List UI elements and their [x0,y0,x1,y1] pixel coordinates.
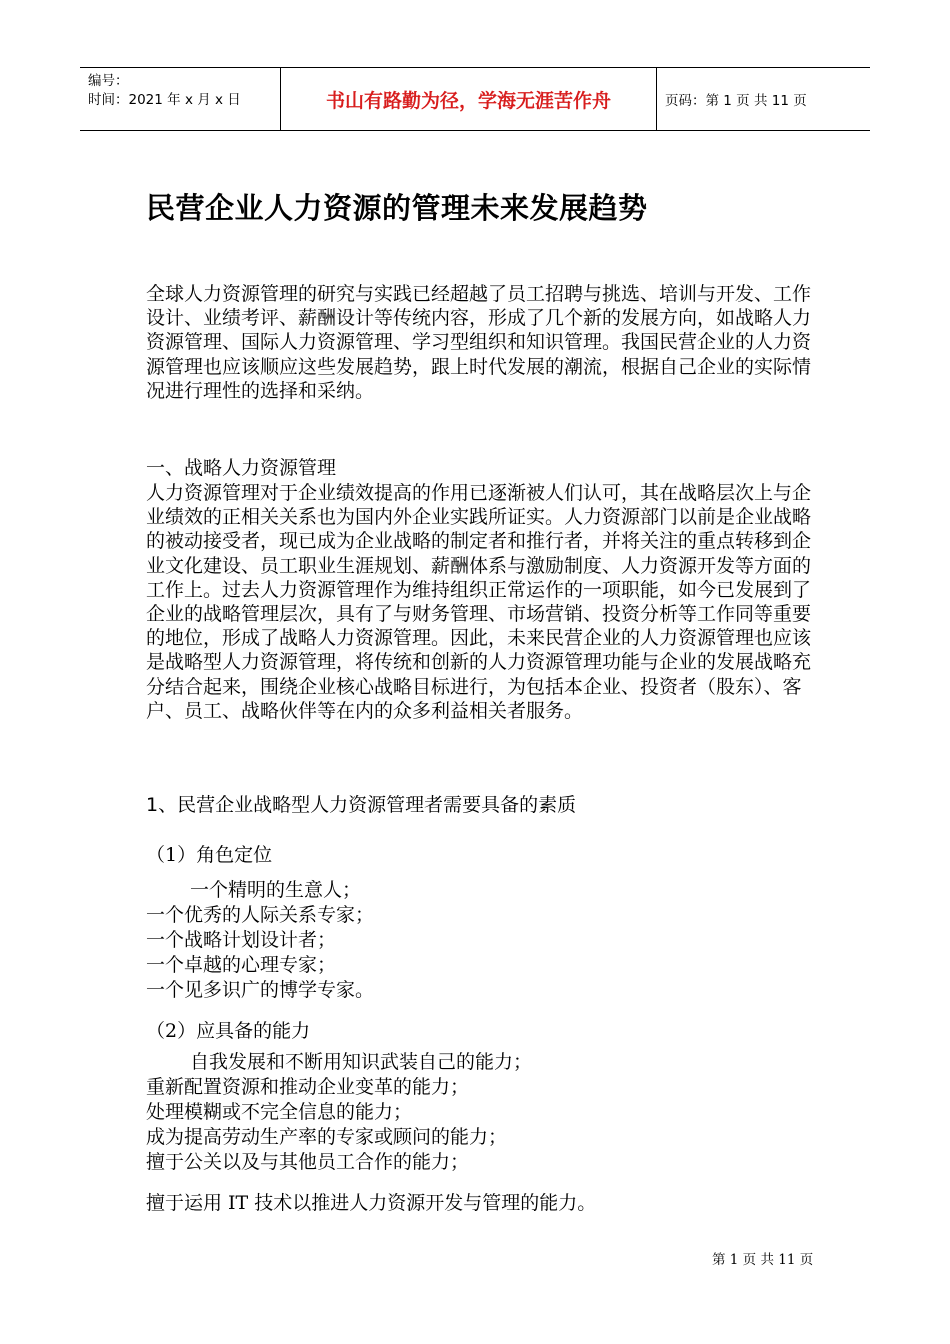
ability-last-item: 擅于运用 IT 技术以推进人力资源开发与管理的能力。 [146,1192,597,1214]
page-footer: 第 1 页 共 11 页 [712,1252,814,1268]
list-item: 重新配置资源和推动企业变革的能力； [146,1076,470,1098]
role-list [146,878,374,1003]
list-item: 自我发展和不断用知识武装自己的能力； [190,1051,533,1073]
list-item: 一个精明的生意人； [190,879,362,901]
header-meta [80,68,280,130]
section-body: 人力资源管理对于企业绩效提高的作用已逐渐被人们认可，其在战略层次上与企业绩效的正相关关系也为国内外企业实践所证实。人力资源部门以前是企业战略的被动接受者，现已成为企业战略的制定者和推行者，并将关注的重点转移到企业文化建设、员工职业生涯规划、薪酬体系与激励制度、人力资源开发等方面的工作上。过去人力资源管理作为维持组织正常运作的一项职能，如今已发展到了企业的战略管理层次，具有了与财务管理、市场营销、投资分析等工作同等重要的地位，形成了战略人力资源管理。因此，未来民营企业的人力资源管理也应该是战略型人力资源管理，将传统和创新的人力资源管理功能与企业的发展战略充分结合起来，围绕企业核心战略目标进行，为包括本企业、投资者（股东）、客户、员工、战略伙伴等在内的众多利益相关者服务。 [146,482,812,722]
header-page-label: 页码：第 1 页 共 11 页 [665,93,807,109]
list-item: 一个优秀的人际关系专家； [146,904,375,926]
list-item: 一个见多识广的博学专家。 [146,979,375,1001]
list-item: 成为提高劳动生产率的专家或顾问的能力； [146,1126,508,1148]
subsection-heading: 1、民营企业战略型人力资源管理者需要具备的素质 [146,794,577,816]
intro-paragraph: 全球人力资源管理的研究与实践已经超越了员工招聘与挑选、培训与开发、工作设计、业绩考评、薪酬设计等传统内容，形成了几个新的发展方向，如战略人力资源管理、国际人力资源管理、学习型组织和知识管理。我国民营企业的人力资源管理也应该顺应这些发展趋势，跟上时代发展的潮流，根据自己企业的实际情况进行理性的选择和采纳。 [146,283,812,402]
ability-heading: （2）应具备的能力 [146,1020,311,1042]
section-heading: 一、战略人力资源管理 [146,457,337,479]
ability-list [146,1050,532,1175]
header-motto: 书山有路勤为径，学海无涯苦作舟 [280,68,657,130]
time-label: 时间：2021 年 x 月 x 日 [88,92,241,108]
list-item: 擅于公关以及与其他员工合作的能力； [146,1151,470,1173]
list-item: 一个卓越的心理专家； [146,954,337,976]
page-title: 民营企业人力资源的管理未来发展趋势 [146,191,648,225]
role-heading: （1）角色定位 [146,844,273,866]
number-label: 编号： [88,73,129,89]
list-item: 处理模糊或不完全信息的能力； [146,1101,413,1123]
document-header [80,67,870,131]
list-item: 一个战略计划设计者； [146,929,337,951]
